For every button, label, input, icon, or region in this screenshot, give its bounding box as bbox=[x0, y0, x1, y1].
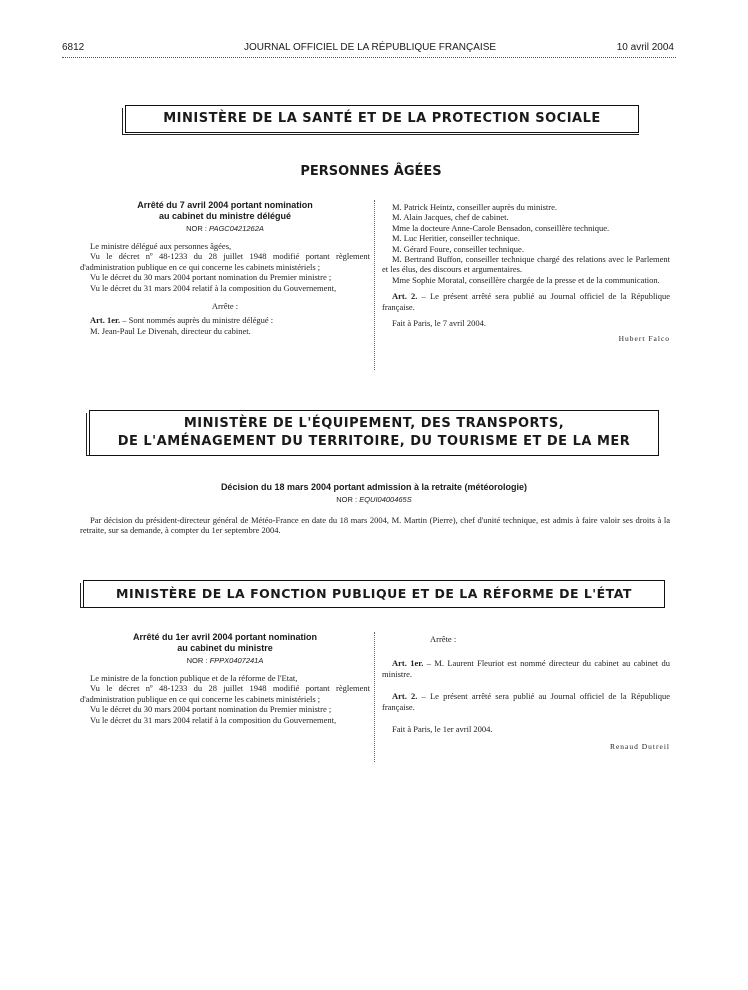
paragraph: Vu le décret nº 48-1233 du 28 juillet 1948 modifié portant règlement d'administration publique en ce qui concerne les cabinets ministériels ; bbox=[80, 683, 370, 704]
list-item: M. Luc Heritier, conseiller technique. bbox=[392, 233, 520, 244]
arrete-body bbox=[80, 673, 370, 725]
arrete-title-line1: Arrêté du 7 avril 2004 portant nomination bbox=[137, 200, 313, 210]
paragraph: Vu le décret du 30 mars 2004 portant nomination du Premier ministre ; bbox=[90, 704, 332, 715]
paragraph: Par décision du président-directeur général de Météo-France en date du 18 mars 2004, M. Martin (Pierre), chef d'unité technique, est admis à faire valoir ses droits à la retraite, sur sa demande, à compter du 1er septembre 2004. bbox=[80, 515, 670, 536]
article-1: Art. 1er. – Sont nommés auprès du ministre délégué : bbox=[90, 315, 274, 326]
section-heading-personnes-agees: PERSONNES ÂGÉES bbox=[300, 164, 442, 179]
paragraph: Le ministre de la fonction publique et de la réforme de l'Etat, bbox=[90, 673, 298, 683]
list-item: M. Alain Jacques, chef de cabinet. bbox=[392, 212, 509, 223]
article-1: Art. 1er. – M. Laurent Fleuriot est nommé directeur du cabinet au cabinet du ministre. bbox=[382, 658, 670, 679]
ministry-line-2: DE L'AMÉNAGEMENT DU TERRITOIRE, DU TOURISME ET DE LA MER bbox=[117, 434, 631, 449]
arrete-word: Arrête : bbox=[211, 301, 239, 312]
paragraph: Vu le décret du 30 mars 2004 portant nomination du Premier ministre ; bbox=[90, 272, 332, 283]
paragraph: Vu le décret du 31 mars 2004 relatif à la composition du Gouvernement, bbox=[90, 714, 337, 725]
ministry-heading-fonction-publique: MINISTÈRE DE LA FONCTION PUBLIQUE ET DE LA RÉFORME DE L'ÉTAT bbox=[83, 580, 665, 608]
column-divider bbox=[374, 632, 375, 762]
arrete-title-line1: Arrêté du 1er avril 2004 portant nomination bbox=[132, 632, 318, 642]
done-at: Fait à Paris, le 1er avril 2004. bbox=[392, 724, 493, 735]
paragraph: Vu le décret du 31 mars 2004 relatif à la composition du Gouvernement, bbox=[90, 282, 337, 293]
list-item: M. Gérard Foure, conseiller technique. bbox=[392, 243, 524, 254]
paragraph: Vu le décret nº 48-1233 du 28 juillet 1948 modifié portant règlement d'administration publique en ce qui concerne les cabinets ministériels ; bbox=[80, 251, 370, 272]
list-item: M. Patrick Heintz, conseiller auprès du ministre. bbox=[392, 202, 557, 212]
nor-reference: NOR : EQUI0400465S bbox=[336, 495, 412, 504]
article-2: Art. 2. – Le présent arrêté sera publié au Journal officiel de la République française. bbox=[382, 691, 671, 712]
list-item: Mme la docteure Anne-Carole Bensadon, conseillère technique. bbox=[392, 222, 610, 233]
nor-reference: NOR : FPPX0407241A bbox=[186, 656, 264, 665]
column-divider bbox=[374, 200, 375, 370]
signature: Hubert Falco bbox=[618, 334, 670, 344]
journal-title: JOURNAL OFFICIEL DE LA RÉPUBLIQUE FRANÇAISE bbox=[243, 42, 497, 53]
arrete-title-line2: au cabinet du ministre bbox=[177, 643, 273, 653]
paragraph: Le ministre délégué aux personnes âgées, bbox=[90, 241, 232, 251]
arrete-fonction-right-column bbox=[382, 634, 670, 753]
arrete-sante-left-column bbox=[80, 200, 370, 336]
decision-title: Décision du 18 mars 2004 portant admission à la retraite (météorologie) bbox=[220, 482, 528, 492]
list-item: M. Bertrand Buffon, conseiller technique chargé des relations avec le Parlement et les élus, des discours et argumentaires. bbox=[382, 254, 670, 275]
list-item: Mme Sophie Moratal, conseillère chargée de la presse et de la communication. bbox=[392, 274, 660, 285]
nor-reference: NOR : PAGC0421262A bbox=[186, 224, 264, 233]
arrete-sante-right-column bbox=[382, 202, 670, 345]
arrete-word: Arrête : bbox=[430, 634, 457, 644]
signature: Renaud Dutreil bbox=[609, 742, 670, 752]
ministry-heading-sante: MINISTÈRE DE LA SANTÉ ET DE LA PROTECTION SOCIALE bbox=[125, 105, 639, 133]
article-2: Art. 2. – Le présent arrêté sera publié au Journal officiel de la République française. bbox=[382, 291, 671, 312]
header-rule bbox=[62, 57, 676, 58]
article-1-item: M. Jean-Paul Le Divenah, directeur du cabinet. bbox=[90, 325, 251, 336]
ministry-heading-equipement bbox=[89, 410, 659, 456]
decision-body bbox=[80, 515, 670, 536]
arrete-title-line2: au cabinet du ministre délégué bbox=[158, 211, 292, 221]
header-date: 10 avril 2004 bbox=[616, 42, 674, 53]
arrete-fonction-left-column bbox=[80, 632, 370, 725]
ministry-line-1: MINISTÈRE DE L'ÉQUIPEMENT, DES TRANSPORTS, bbox=[183, 416, 565, 431]
arrete-body bbox=[80, 241, 370, 336]
page-number: 6812 bbox=[62, 42, 85, 53]
done-at: Fait à Paris, le 7 avril 2004. bbox=[392, 318, 486, 329]
